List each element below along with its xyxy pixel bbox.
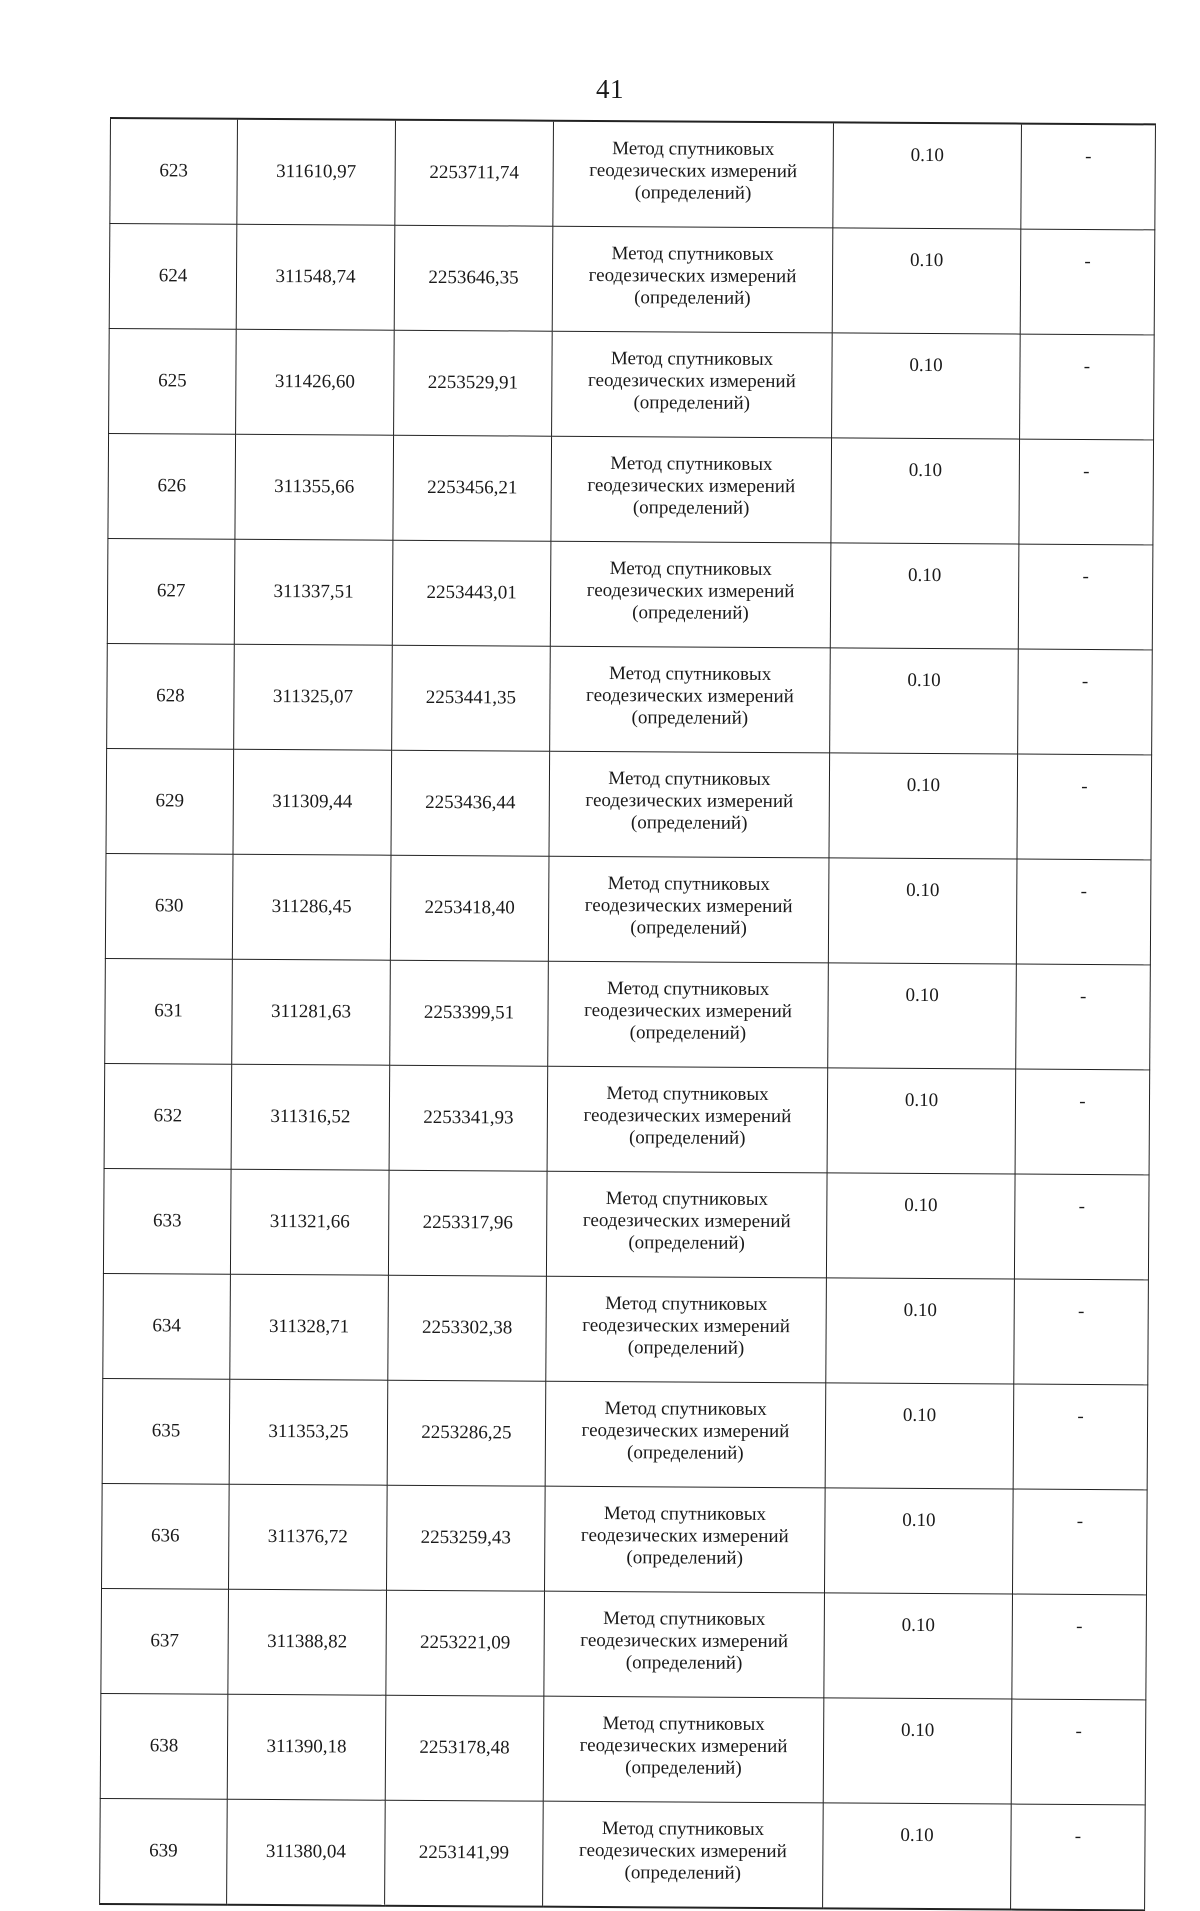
method-cell	[548, 856, 829, 963]
point-number-cell: 629	[106, 748, 234, 854]
accuracy-cell: 0.10	[823, 1698, 1012, 1804]
method-cell	[550, 541, 831, 648]
method-line: геодезических измерений	[581, 1419, 790, 1442]
accuracy-cell: 0.10	[833, 122, 1022, 229]
point-number-cell: 628	[107, 643, 235, 749]
point-number-cell: 627	[107, 538, 235, 644]
y-coordinate-cell: 2253141,99	[385, 1800, 544, 1906]
table-row	[110, 118, 1156, 230]
point-number-cell: 630	[105, 853, 233, 959]
method-cell	[544, 1591, 825, 1698]
point-number-cell: 638	[100, 1693, 228, 1799]
table-row	[103, 1168, 1149, 1279]
method-line: Метод спутниковых	[607, 872, 771, 895]
accuracy-cell: 0.10	[832, 228, 1021, 334]
method-cell	[551, 436, 832, 543]
method-line: геодезических измерений	[586, 579, 795, 602]
method-line: (определений)	[625, 1756, 742, 1779]
method-line: Метод спутниковых	[612, 137, 775, 160]
y-coordinate-cell: 2253418,40	[390, 855, 549, 961]
method-cell	[552, 226, 833, 333]
point-number-cell: 634	[103, 1273, 231, 1379]
method-cell	[550, 646, 831, 753]
description-cell: -	[1011, 1699, 1146, 1805]
method-line: геодезических измерений	[582, 1209, 791, 1232]
point-number-cell: 625	[109, 328, 237, 434]
accuracy-cell: 0.10	[824, 1488, 1013, 1594]
x-coordinate-cell: 311328,71	[230, 1274, 389, 1380]
y-coordinate-cell: 2253711,74	[395, 120, 554, 226]
method-line: (определений)	[633, 391, 751, 414]
method-cell	[546, 1276, 827, 1383]
y-coordinate-cell: 2253341,93	[389, 1065, 548, 1171]
method-line: Метод спутниковых	[603, 1502, 767, 1525]
x-coordinate-cell: 311610,97	[237, 119, 396, 225]
y-coordinate-cell: 2253443,01	[392, 540, 551, 646]
method-line: Метод спутниковых	[601, 1817, 765, 1840]
table-row	[109, 328, 1155, 439]
table-row	[106, 748, 1152, 859]
method-line: (определений)	[630, 916, 747, 939]
method-line: (определений)	[632, 496, 750, 519]
point-number-cell: 632	[104, 1063, 232, 1169]
method-line: Метод спутниковых	[603, 1607, 766, 1630]
table-row	[102, 1483, 1148, 1594]
description-cell: -	[1018, 649, 1153, 755]
accuracy-cell: 0.10	[828, 858, 1017, 964]
x-coordinate-cell: 311286,45	[232, 854, 391, 960]
x-coordinate-cell: 311380,04	[227, 1799, 386, 1905]
method-line: (определений)	[625, 1651, 743, 1674]
accuracy-cell: 0.10	[826, 1278, 1015, 1384]
method-cell	[545, 1381, 826, 1488]
method-line: геодезических измерений	[584, 894, 793, 917]
method-line: Метод спутниковых	[605, 1292, 768, 1315]
method-line: геодезических измерений	[587, 474, 796, 497]
y-coordinate-cell: 2253259,43	[387, 1485, 546, 1591]
description-cell: -	[1012, 1594, 1147, 1700]
point-number-cell: 624	[109, 224, 237, 330]
table-row	[102, 1378, 1148, 1489]
point-number-cell: 636	[102, 1483, 230, 1589]
y-coordinate-cell: 2253286,25	[387, 1380, 546, 1486]
method-line: (определений)	[630, 811, 748, 834]
method-cell	[547, 1066, 828, 1173]
table-row	[105, 958, 1151, 1069]
description-cell: -	[1020, 229, 1155, 335]
method-line: (определений)	[624, 1861, 742, 1884]
method-line: геодезических измерений	[583, 1104, 792, 1127]
method-line: Метод спутниковых	[608, 662, 772, 685]
y-coordinate-cell: 2253317,96	[388, 1170, 547, 1276]
accuracy-cell: 0.10	[826, 1173, 1015, 1279]
method-line: Метод спутниковых	[611, 242, 774, 265]
method-line: (определений)	[627, 1336, 745, 1359]
x-coordinate-cell: 311309,44	[233, 749, 392, 855]
point-number-cell: 633	[103, 1168, 231, 1274]
x-coordinate-cell: 311355,66	[235, 434, 394, 540]
description-cell: -	[1017, 754, 1152, 860]
table-row	[107, 538, 1153, 649]
method-line: геодезических измерений	[580, 1629, 789, 1652]
method-line: Метод спутниковых	[606, 977, 770, 1000]
method-cell	[543, 1696, 824, 1803]
accuracy-cell: 0.10	[823, 1803, 1012, 1910]
method-line: (определений)	[634, 286, 751, 309]
method-line: (определений)	[629, 1021, 747, 1044]
accuracy-cell: 0.10	[830, 543, 1019, 649]
y-coordinate-cell: 2253302,38	[388, 1275, 547, 1381]
method-line: Метод спутниковых	[606, 1082, 769, 1105]
x-coordinate-cell: 311376,72	[229, 1484, 388, 1590]
accuracy-cell: 0.10	[829, 753, 1018, 859]
x-coordinate-cell: 311390,18	[227, 1694, 386, 1800]
x-coordinate-cell: 311548,74	[236, 224, 395, 330]
table-row	[108, 433, 1154, 544]
x-coordinate-cell: 311388,82	[228, 1589, 387, 1695]
method-line: геодезических измерений	[579, 1734, 788, 1757]
method-line: Метод спутниковых	[610, 347, 774, 370]
table-row	[104, 1063, 1150, 1174]
method-line: Метод спутниковых	[604, 1397, 767, 1420]
y-coordinate-cell: 2253178,48	[385, 1695, 544, 1801]
description-cell: -	[1019, 439, 1154, 545]
method-cell	[548, 961, 829, 1068]
table-row	[109, 224, 1155, 335]
table-row	[100, 1693, 1146, 1804]
x-coordinate-cell: 311316,52	[231, 1064, 390, 1170]
page-number: 41	[596, 74, 624, 104]
accuracy-cell: 0.10	[832, 333, 1021, 439]
accuracy-cell: 0.10	[827, 1068, 1016, 1174]
description-cell: -	[1014, 1279, 1149, 1385]
point-number-cell: 635	[102, 1378, 230, 1484]
table-row	[100, 1798, 1146, 1910]
method-line: геодезических измерений	[585, 789, 794, 812]
method-cell	[543, 1801, 824, 1908]
coordinates-table-body	[100, 118, 1156, 1910]
accuracy-cell: 0.10	[825, 1383, 1014, 1489]
method-line: (определений)	[627, 1441, 744, 1464]
method-line: (определений)	[632, 601, 749, 624]
method-cell	[545, 1486, 826, 1593]
method-cell	[552, 331, 833, 438]
y-coordinate-cell: 2253529,91	[394, 330, 553, 436]
table-row	[103, 1273, 1149, 1384]
description-cell: -	[1016, 859, 1151, 965]
accuracy-cell: 0.10	[828, 963, 1017, 1069]
accuracy-cell: 0.10	[831, 438, 1020, 544]
method-line: Метод спутниковых	[610, 452, 773, 475]
y-coordinate-cell: 2253436,44	[391, 750, 550, 856]
description-cell: -	[1011, 1804, 1146, 1910]
x-coordinate-cell: 311325,07	[234, 644, 393, 750]
method-cell	[549, 751, 830, 858]
accuracy-cell: 0.10	[824, 1593, 1013, 1699]
method-line: геодезических измерений	[580, 1524, 789, 1547]
x-coordinate-cell: 311321,66	[230, 1169, 389, 1275]
x-coordinate-cell: 311281,63	[232, 959, 391, 1065]
method-cell	[546, 1171, 827, 1278]
description-cell: -	[1016, 964, 1151, 1070]
method-line: геодезических измерений	[587, 369, 796, 392]
method-line: (определений)	[634, 181, 752, 204]
method-line: Метод спутниковых	[602, 1712, 765, 1735]
description-cell: -	[1015, 1069, 1150, 1175]
method-line: геодезических измерений	[578, 1839, 787, 1862]
x-coordinate-cell: 311426,60	[236, 329, 395, 435]
description-cell: -	[1020, 334, 1155, 440]
table-row	[105, 853, 1151, 964]
point-number-cell: 631	[105, 958, 233, 1064]
method-line: геодезических измерений	[586, 684, 794, 707]
method-line: (определений)	[628, 1126, 746, 1149]
description-cell: -	[1013, 1384, 1148, 1490]
y-coordinate-cell: 2253646,35	[394, 225, 553, 331]
y-coordinate-cell: 2253456,21	[393, 435, 552, 541]
y-coordinate-cell: 2253441,35	[392, 645, 551, 751]
y-coordinate-cell: 2253221,09	[386, 1590, 545, 1696]
method-line: Метод спутниковых	[605, 1187, 769, 1210]
method-line: (определений)	[626, 1546, 744, 1569]
description-cell: -	[1018, 544, 1153, 650]
method-line: Метод спутниковых	[608, 767, 771, 790]
method-line: геодезических измерений	[588, 264, 797, 287]
point-number-cell: 637	[101, 1588, 229, 1694]
method-line: (определений)	[631, 706, 749, 729]
x-coordinate-cell: 311337,51	[234, 539, 393, 645]
x-coordinate-cell: 311353,25	[229, 1379, 388, 1485]
method-line: геодезических измерений	[582, 1314, 791, 1337]
method-cell	[553, 121, 834, 228]
point-number-cell: 639	[100, 1798, 228, 1904]
description-cell: -	[1012, 1489, 1147, 1595]
table-row	[101, 1588, 1147, 1699]
coordinates-table	[99, 117, 1156, 1911]
y-coordinate-cell: 2253399,51	[390, 960, 549, 1066]
description-cell: -	[1021, 124, 1156, 230]
method-line: (определений)	[628, 1231, 745, 1254]
description-cell: -	[1014, 1174, 1149, 1280]
accuracy-cell: 0.10	[830, 648, 1019, 754]
point-number-cell: 626	[108, 433, 236, 539]
point-number-cell: 623	[110, 118, 238, 224]
method-line: геодезических измерений	[584, 999, 793, 1022]
method-line: геодезических измерений	[589, 159, 798, 182]
table-row	[107, 643, 1153, 754]
method-line: Метод спутниковых	[609, 557, 772, 580]
